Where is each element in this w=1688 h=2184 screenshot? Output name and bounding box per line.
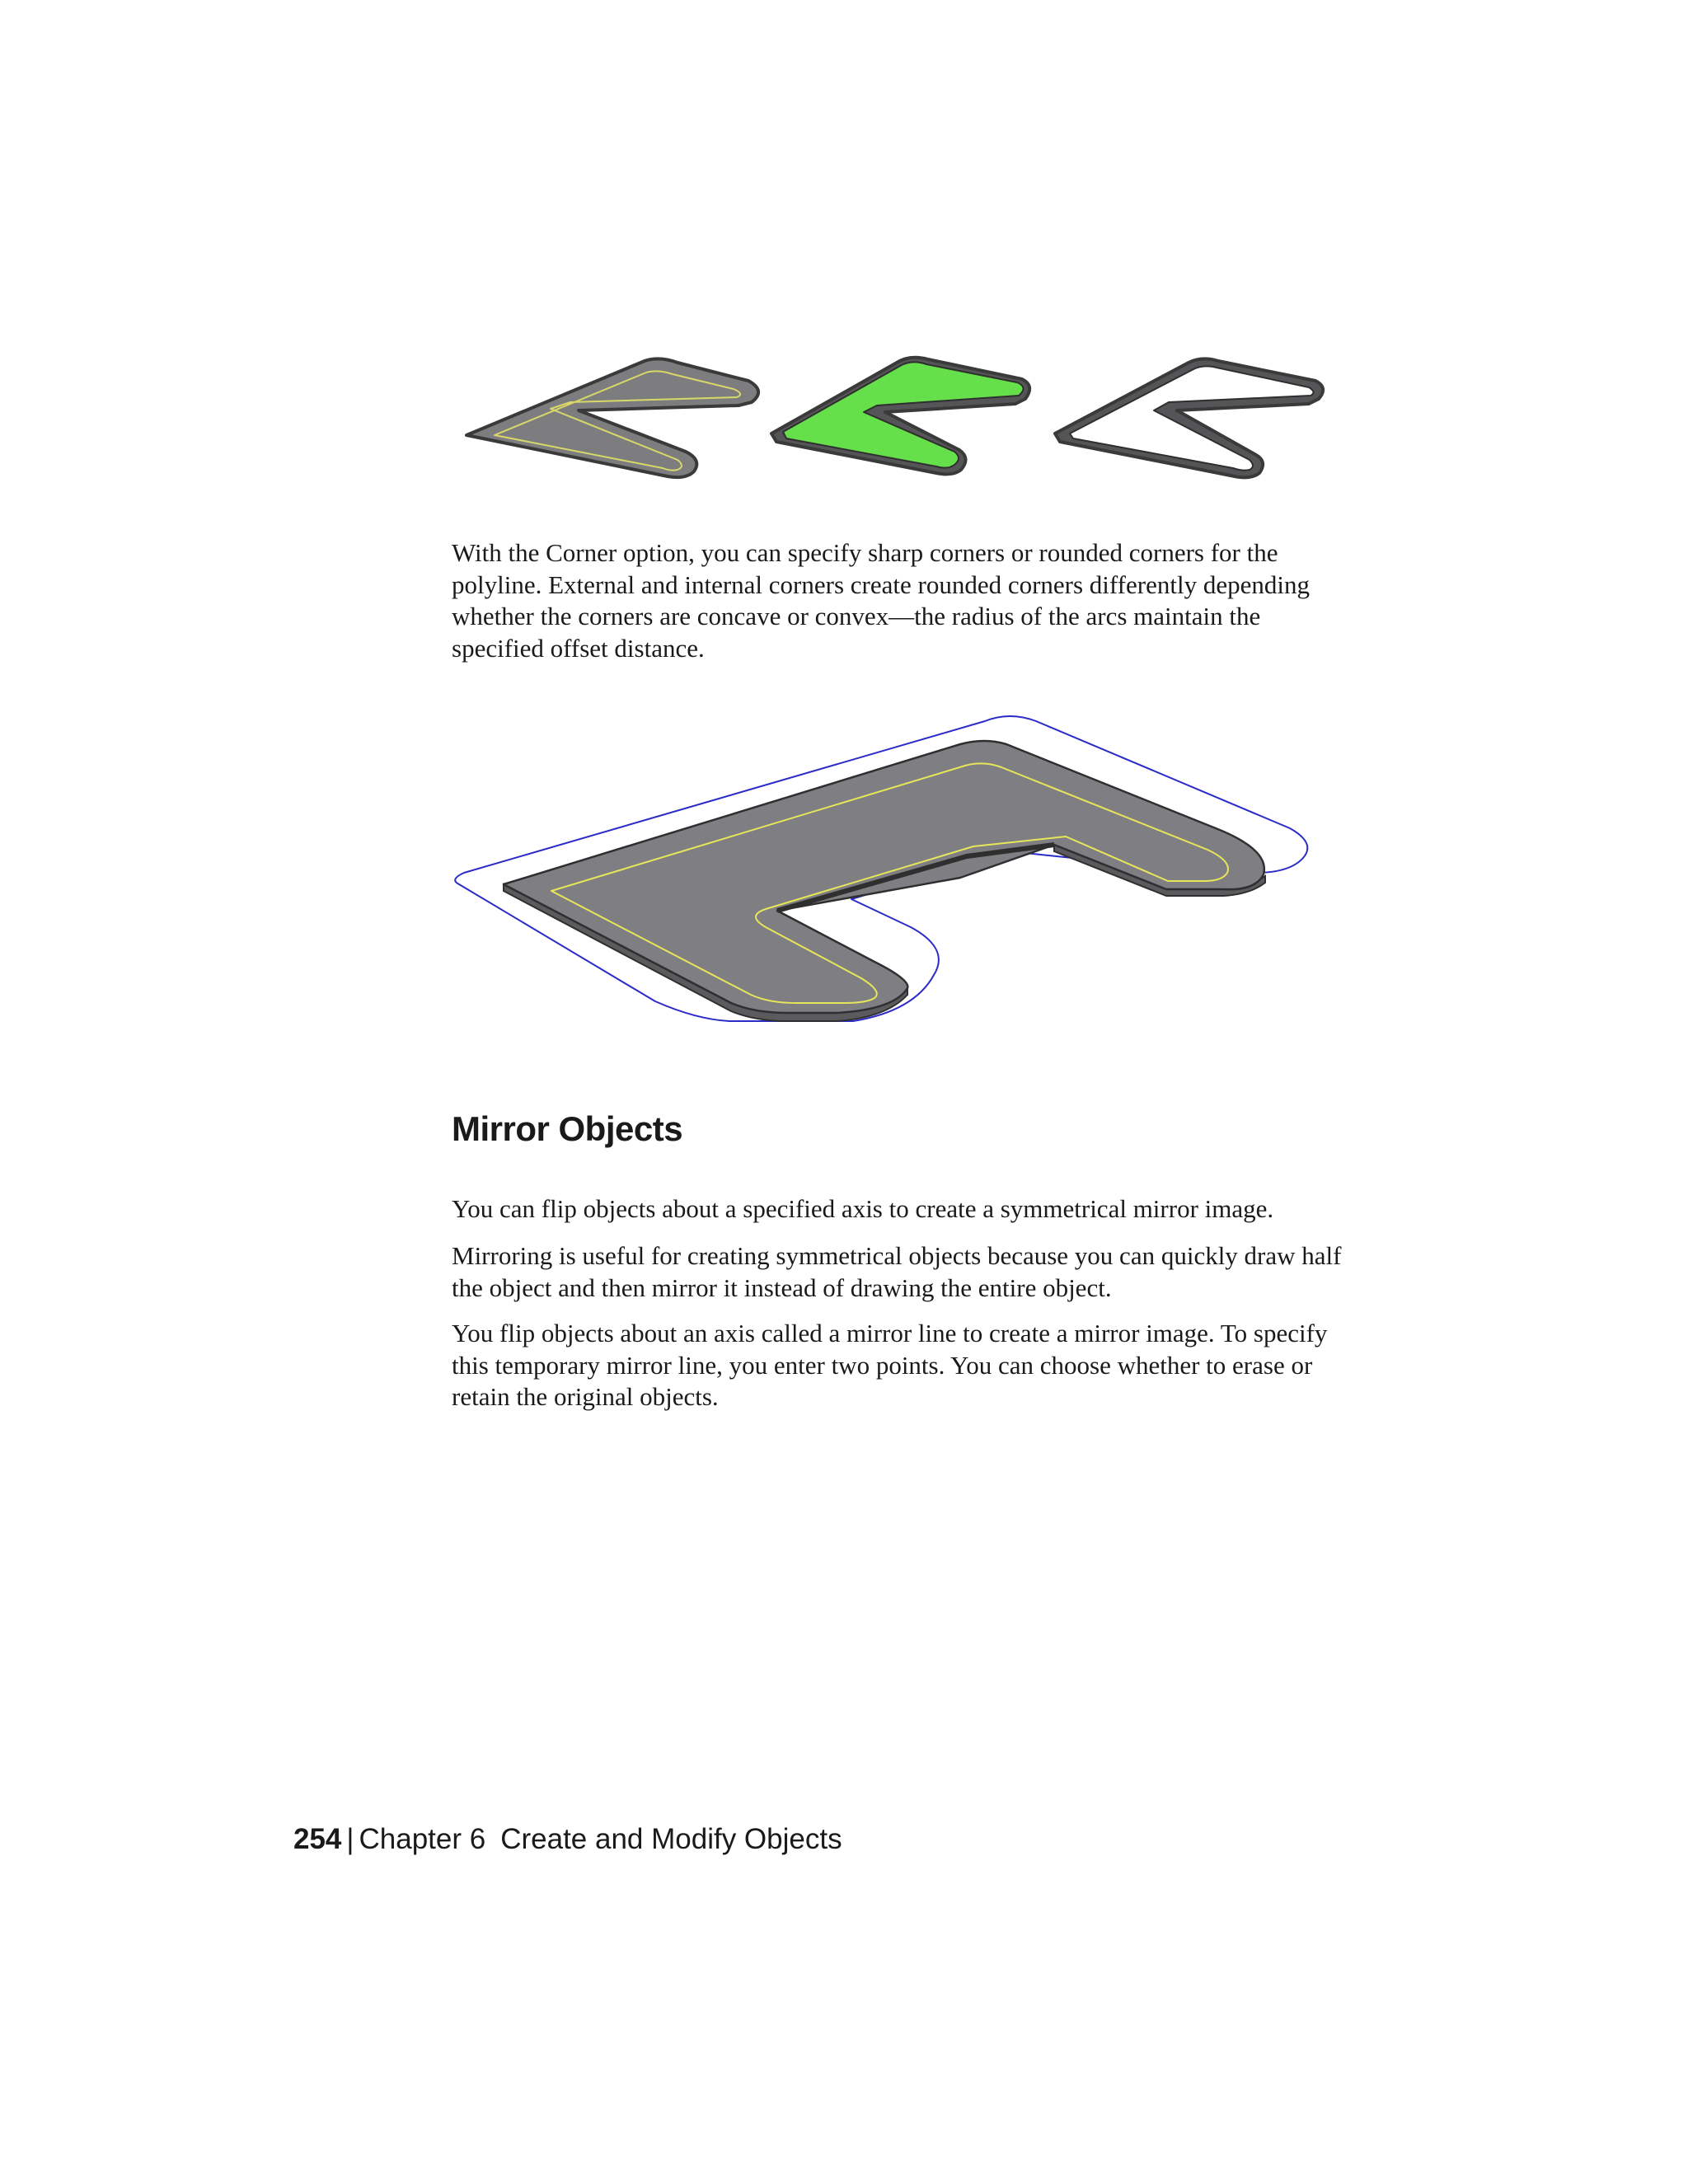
chapter-label: Chapter 6 (359, 1823, 486, 1855)
offset-shape-body (504, 741, 1264, 1013)
footer-separator: | (346, 1823, 354, 1855)
page-number: 254 (293, 1823, 342, 1855)
offset-shape-gray (467, 359, 758, 477)
mirror-intro-paragraph: You can flip objects about a specified axis to create a symmetrical mirror image. (452, 1194, 1274, 1223)
corner-option-figure (449, 705, 1323, 1030)
mirror-line-paragraph: You flip objects about an axis called a mirror line to create a mirror image. To specify this temporary mirror line, you enter two points. You can choose whether to erase or retain the original objects. (452, 1319, 1328, 1411)
page-footer (293, 1821, 842, 1858)
offset-shape-green (771, 358, 1029, 475)
corner-option-paragraph: With the Corner option, you can specify sharp corners or rounded corners for the polyline. External and internal corners create rounded corners differently depending whether the corners are concave or convex—the radius of the arcs maintain the specified offset distance. (452, 538, 1310, 663)
section-heading: Mirror Objects (452, 1109, 683, 1148)
mirror-useful-paragraph: Mirroring is useful for creating symmetrical objects because you can quickly draw half the object and then mirror it instead of drawing the entire object. (452, 1241, 1342, 1302)
offset-shapes-figure (462, 346, 1335, 494)
offset-shape-outline (1055, 359, 1323, 477)
chapter-title: Create and Modify Objects (500, 1823, 842, 1855)
